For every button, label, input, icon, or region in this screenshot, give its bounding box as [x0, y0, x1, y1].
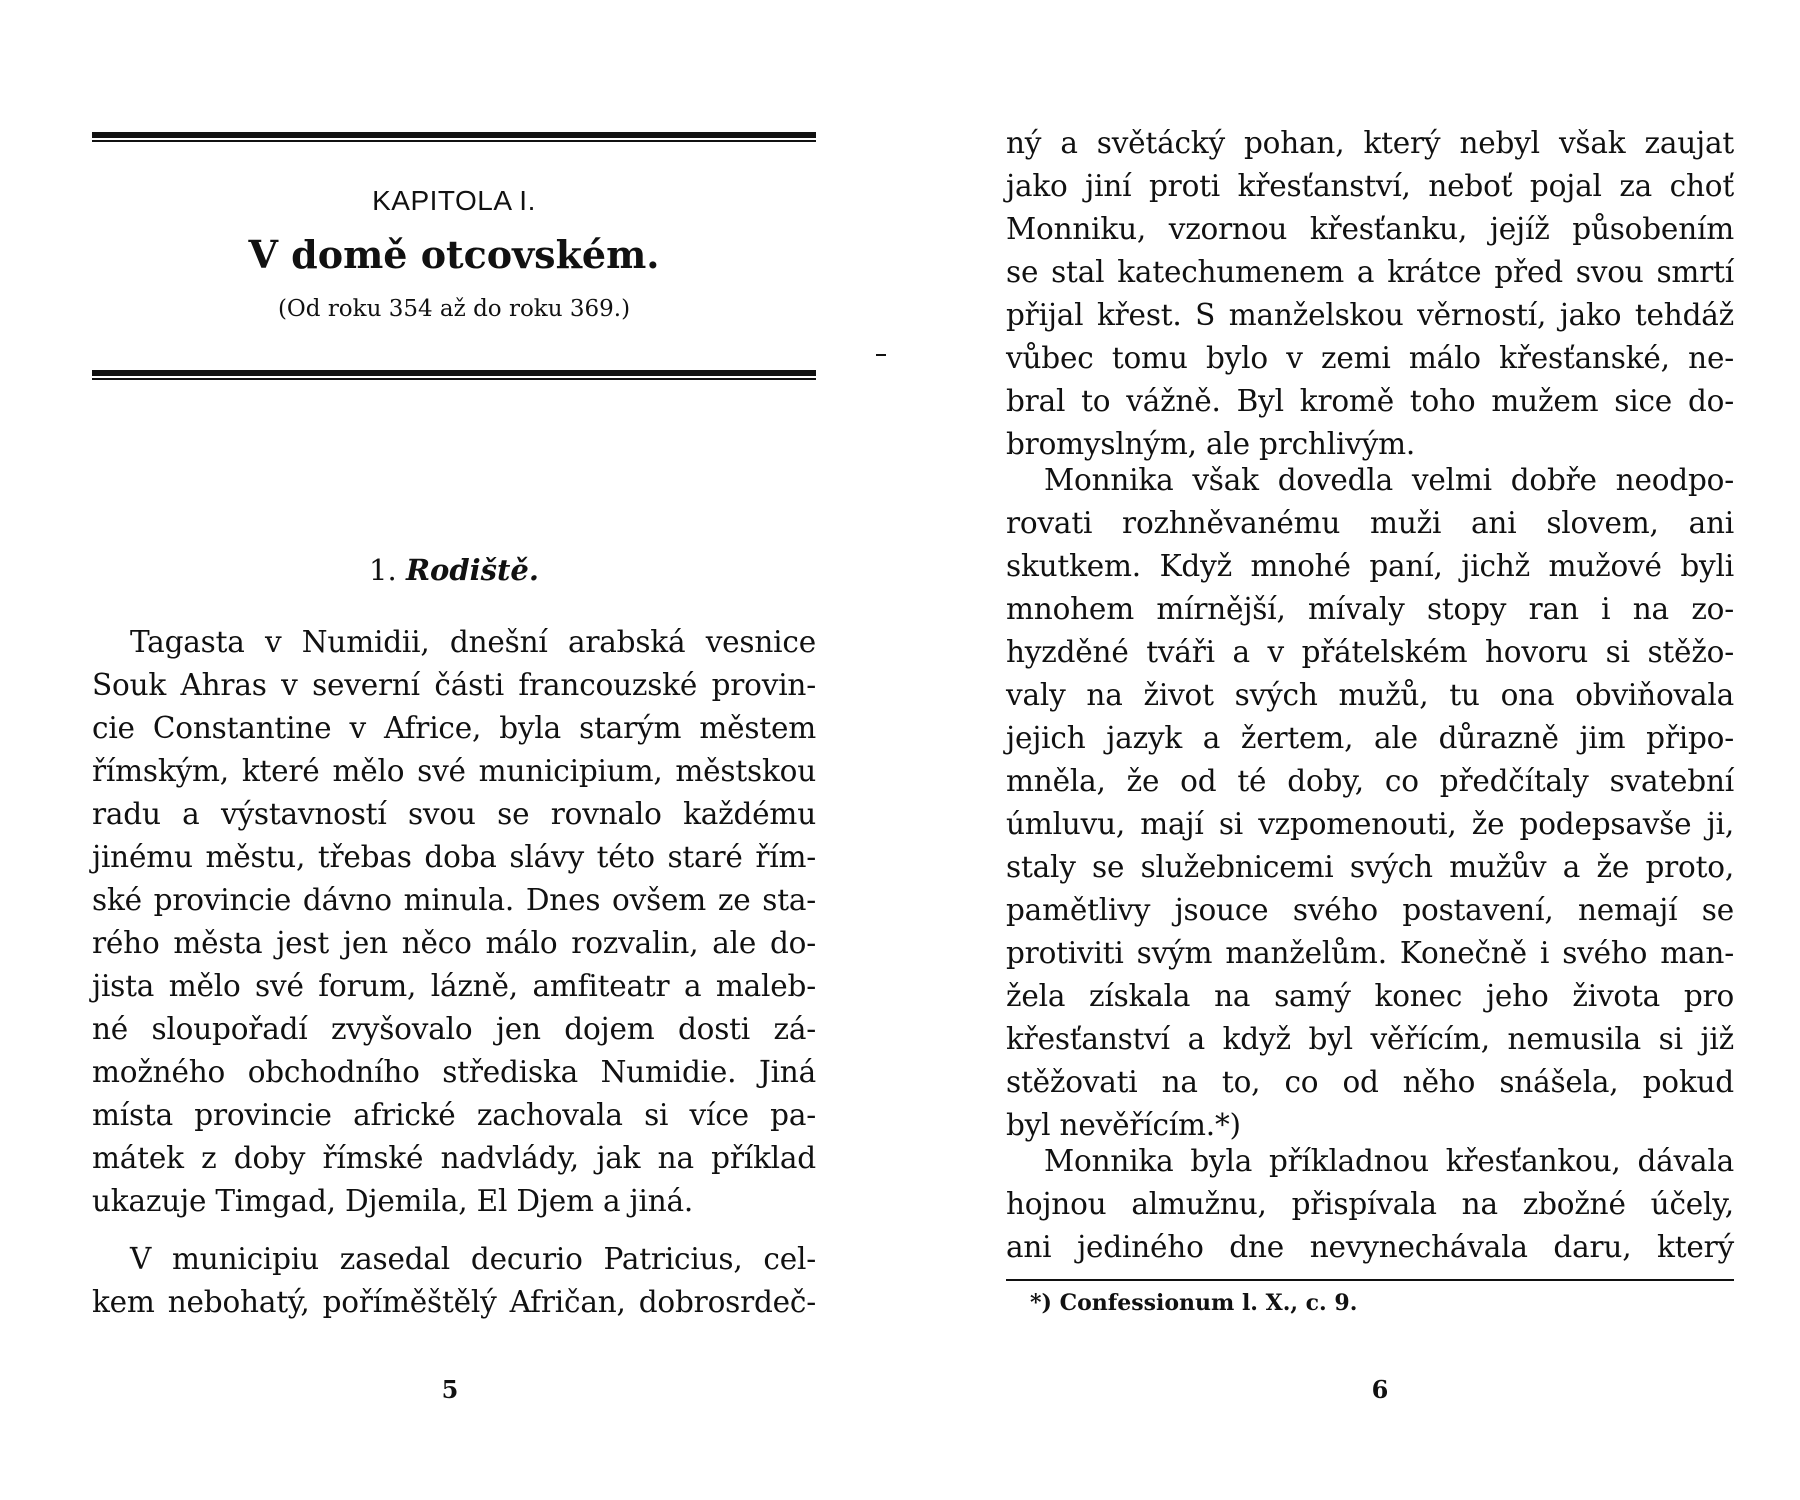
text-line: protiviti svým manželům. Konečně i svého man-: [1006, 936, 1734, 970]
text-line: hyzděné tváři a v přátelském hovoru si stěžo-: [1006, 635, 1734, 669]
section-heading: [92, 553, 816, 587]
chapter-label: KAPITOLA I.: [372, 185, 536, 216]
text-line: staly se služebnicemi svých mužův a že proto,: [1006, 850, 1734, 884]
text-line: se stal katechumenem a krátce před svou smrtí: [1006, 255, 1734, 289]
text-line: rého města jest jen něco málo rozvalin, ale do-: [92, 926, 816, 960]
text-line: V municipiu zasedal decurio Patricius, cel-: [130, 1242, 816, 1276]
text-line: hojnou almužnu, přispívala na zbožné účely,: [1006, 1187, 1734, 1221]
chapter-dates: (Od roku 354 až do roku 369.): [277, 296, 631, 322]
margin-mark: [876, 354, 886, 356]
text-line: křesťanství a když byl věřícím, nemusila si již: [1006, 1022, 1734, 1056]
page-number-left: 5: [441, 1375, 459, 1404]
left-paragraph-1: [92, 621, 816, 1223]
section-number: 1.: [369, 553, 397, 587]
text-line: římským, které mělo své municipium, městskou: [92, 754, 816, 788]
text-line: né sloupořadí zvyšovalo jen dojem dosti zá-: [92, 1012, 816, 1046]
text-line: úmluvu, mají si vzpomenouti, že podepsavše ji,: [1006, 807, 1734, 841]
text-line: ské provincie dávno minula. Dnes ovšem ze sta-: [92, 883, 816, 917]
text-line: Tagasta v Numidii, dnešní arabská vesnice: [130, 625, 816, 659]
text-line: mnohem mírnější, mívaly stopy ran i na zo-: [1006, 592, 1734, 626]
text-line: Monnika však dovedla velmi dobře neodpo-: [1044, 463, 1734, 497]
text-line: ný a světácký pohan, který nebyl však zaujat: [1006, 126, 1734, 160]
text-line: jinému městu, třebas doba slávy této staré řím-: [92, 840, 816, 874]
text-line: Souk Ahras v severní části francouzské provin-: [92, 668, 816, 702]
footnote-rule: [1006, 1279, 1734, 1281]
text-line: jako jiní proti křesťanství, neboť pojal za choť: [1006, 169, 1734, 203]
text-line: žela získala na samý konec jeho života pro: [1006, 979, 1734, 1013]
text-line: mněla, že od té doby, co předčítaly svatební: [1006, 764, 1734, 798]
text-line: přijal křest. S manželskou věrností, jako tehdáž: [1006, 298, 1734, 332]
text-line: rovati rozhněvanému muži ani slovem, ani: [1006, 506, 1734, 540]
right-paragraph-1: [1006, 122, 1734, 466]
header-rule-top: [92, 132, 816, 141]
right-page: [900, 0, 1800, 1500]
text-line: skutkem. Když mnohé paní, jichž mužové byli: [1006, 549, 1734, 583]
text-line: bral to vážně. Byl kromě toho mužem sice do-: [1006, 384, 1734, 418]
text-line: stěžovati na to, co od něho snášela, pokud: [1006, 1065, 1734, 1099]
text-line: jejich jazyk a žertem, ale důrazně jim připo-: [1006, 721, 1734, 755]
text-line: jista mělo své forum, lázně, amfiteatr a maleb-: [92, 969, 816, 1003]
section-name: Rodiště.: [405, 553, 539, 587]
text-line: ukazuje Timgad, Djemila, El Djem a jiná.: [92, 1184, 694, 1218]
chapter-title: V domě otcovském.: [248, 232, 660, 277]
left-paragraph-2: [92, 1238, 816, 1324]
page-number-right: 6: [1371, 1375, 1389, 1404]
text-line: bromyslným, ale prchlivým.: [1006, 427, 1416, 461]
header-rule-bottom: [92, 370, 816, 379]
text-line: vůbec tomu bylo v zemi málo křesťanské, ne-: [1006, 341, 1734, 375]
text-line: kem nebohatý, poříměštělý Afričan, dobrosrdeč-: [92, 1285, 816, 1319]
text-line: radu a výstavností svou se rovnalo každému: [92, 797, 816, 831]
text-line: mátek z doby římské nadvlády, jak na příklad: [92, 1141, 816, 1175]
text-line: Monnika byla příkladnou křesťankou, dávala: [1044, 1144, 1734, 1178]
text-line: místa provincie africké zachovala si více pa-: [92, 1098, 816, 1132]
right-paragraph-3: [1006, 1140, 1734, 1269]
text-line: cie Constantine v Africe, byla starým městem: [92, 711, 816, 745]
footnote: *) Confessionum l. X., c. 9.: [1030, 1290, 1358, 1316]
text-line: pamětlivy jsouce svého postavení, nemají se: [1006, 893, 1734, 927]
right-paragraph-2: [1006, 459, 1734, 1147]
text-line: byl nevěřícím.*): [1006, 1108, 1241, 1142]
text-line: valy na život svých mužů, tu ona obviňovala: [1006, 678, 1734, 712]
text-line: Monniku, vzornou křesťanku, jejíž působením: [1006, 212, 1734, 246]
text-line: ani jediného dne nevynechávala daru, který: [1006, 1230, 1734, 1264]
text-line: možného obchodního střediska Numidie. Jiná: [92, 1055, 816, 1089]
